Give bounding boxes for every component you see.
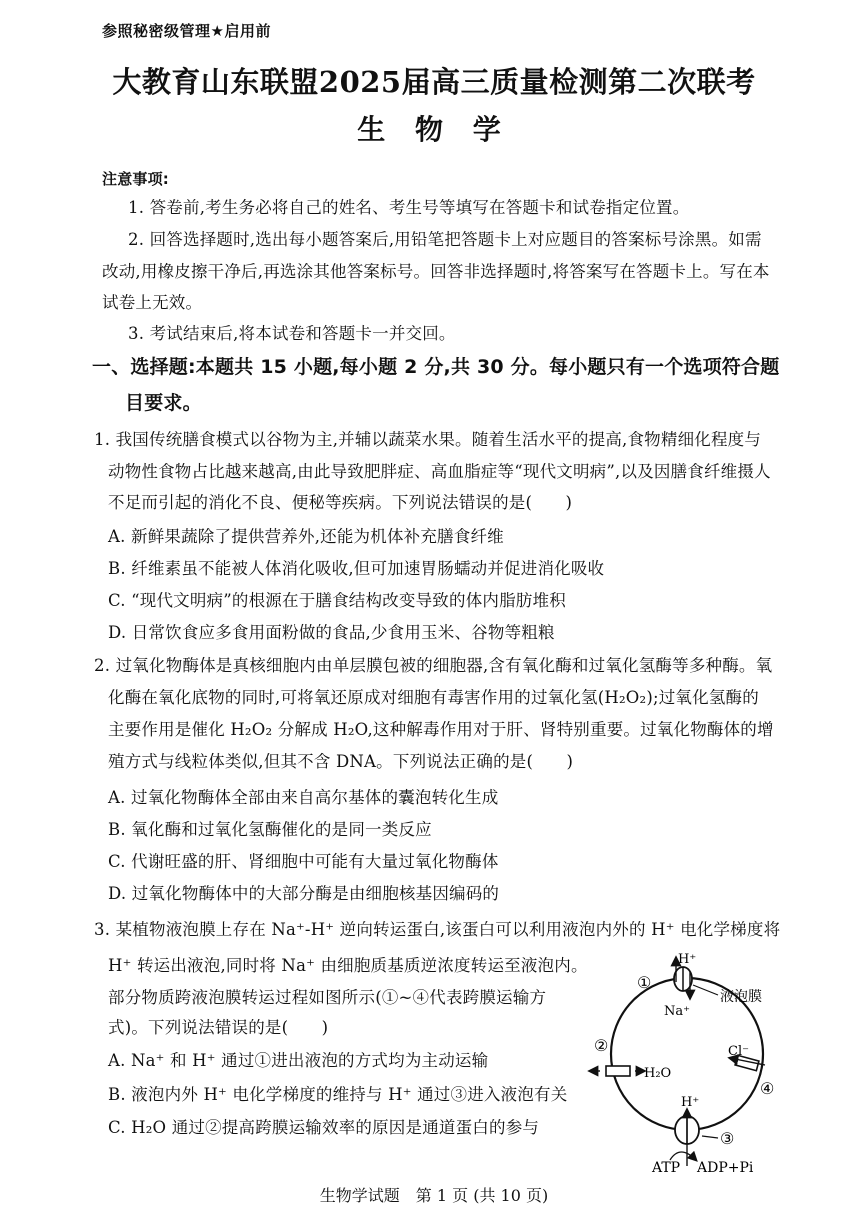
notes-heading: 注意事项: bbox=[102, 170, 169, 188]
question-2-option-a: A. 过氧化物酶体全部由来自高尔基体的囊泡转化生成 bbox=[108, 788, 499, 807]
h-top-label: H⁺ bbox=[678, 952, 697, 967]
atp-label: ATP bbox=[652, 1160, 681, 1176]
question-3-stem: 部分物质跨液泡膜转运过程如图所示(①~④代表跨膜运输方 bbox=[108, 988, 547, 1007]
question-2-stem: 殖方式与线粒体类似,但其不含 DNA。下列说法正确的是( ) bbox=[108, 752, 574, 771]
question-3-option-c: C. H₂O 通过②提高跨膜运输效率的原因是通道蛋白的参与 bbox=[108, 1118, 540, 1137]
note-line: 试卷上无效。 bbox=[102, 293, 203, 312]
na-label: Na⁺ bbox=[664, 1004, 690, 1019]
transporter-2-icon bbox=[590, 1066, 644, 1076]
label-1: ① bbox=[637, 973, 652, 992]
question-2-option-c: C. 代谢旺盛的肝、肾细胞中可能有大量过氧化物酶体 bbox=[108, 852, 499, 871]
page-footer: 生物学试题 第 1 页 (共 10 页) bbox=[319, 1186, 549, 1205]
question-3-stem: H⁺ 转运出液泡,同时将 Na⁺ 由细胞质基质逆浓度转运至液泡内。 bbox=[108, 956, 588, 975]
question-3-option-a: A. Na⁺ 和 H⁺ 通过①进出液泡的方式均为主动运输 bbox=[108, 1051, 489, 1070]
note-line: 1. 答卷前,考生务必将自己的姓名、考生号等填写在答题卡和试卷指定位置。 bbox=[128, 198, 690, 217]
section-heading: 一、选择题:本题共 15 小题,每小题 2 分,共 30 分。每小题只有一个选项符合题 bbox=[92, 356, 780, 378]
question-1-stem: 不足而引起的消化不良、便秘等疾病。下列说法错误的是( ) bbox=[108, 493, 573, 512]
question-1-stem: 1. 我国传统膳食模式以谷物为主,并辅以蔬菜水果。随着生活水平的提高,食物精细化程度与 bbox=[94, 430, 762, 449]
question-1-option-a: A. 新鲜果蔬除了提供营养外,还能为机体补充膳食纤维 bbox=[108, 527, 504, 546]
subject-title: 生 物 学 bbox=[357, 113, 511, 146]
vacuole-transport-figure bbox=[580, 948, 790, 1178]
question-1-option-d: D. 日常饮食应多食用面粉做的食品,少食用玉米、谷物等粗粮 bbox=[108, 623, 555, 642]
confidential-label: 参照秘密级管理★启用前 bbox=[102, 22, 271, 40]
adp-label: ADP+Pi bbox=[697, 1160, 754, 1176]
question-1-stem: 动物性食物占比越来越高,由此导致肥胖症、高血脂症等“现代文明病”,以及因膳食纤维摄人 bbox=[108, 462, 771, 481]
question-2-stem: 化酶在氧化底物的同时,可将氧还原成对细胞有毒害作用的过氧化氢(H₂O₂);过氧化氢酶的 bbox=[108, 688, 759, 707]
question-1-option-b: B. 纤维素虽不能被人体消化吸收,但可加速胃肠蠕动并促进消化吸收 bbox=[108, 559, 605, 578]
h-bottom-label: H⁺ bbox=[681, 1095, 700, 1110]
question-2-stem: 主要作用是催化 H₂O₂ 分解成 H₂O,这种解毒作用对于肝、肾特别重要。过氧化物酶体的增 bbox=[108, 720, 774, 739]
question-3-stem: 式)。下列说法错误的是( ) bbox=[108, 1018, 329, 1037]
h2o-label: H₂O bbox=[644, 1066, 672, 1081]
note-line: 3. 考试结束后,将本试卷和答题卡一并交回。 bbox=[128, 324, 456, 343]
note-line: 改动,用橡皮擦干净后,再选涂其他答案标号。回答非选择题时,将答案写在答题卡上。写在本 bbox=[102, 262, 770, 281]
cl-label: Cl⁻ bbox=[728, 1044, 749, 1059]
question-1-option-c: C. “现代文明病”的根源在于膳食结构改变导致的体内脂肪堆积 bbox=[108, 591, 566, 610]
question-2-stem: 2. 过氧化物酶体是真核细胞内由单层膜包被的细胞器,含有氧化酶和过氧化氢酶等多种酶。氧 bbox=[94, 656, 773, 675]
atp-pump-icon bbox=[670, 1110, 699, 1166]
exam-title: 大教育山东联盟2025届高三质量检测第二次联考 bbox=[112, 65, 756, 99]
membrane-label: 液泡膜 bbox=[720, 989, 762, 1005]
question-3-stem: 3. 某植物液泡膜上存在 Na⁺-H⁺ 逆向转运蛋白,该蛋白可以利用液泡内外的 H⁺ 电化学梯度将 bbox=[94, 920, 781, 939]
label-2: ② bbox=[594, 1036, 609, 1055]
note-line: 2. 回答选择题时,选出每小题答案后,用铅笔把答题卡上对应题目的答案标号涂黑。如需 bbox=[128, 230, 762, 249]
question-2-option-b: B. 氧化酶和过氧化氢酶催化的是同一类反应 bbox=[108, 820, 432, 839]
label-4: ④ bbox=[760, 1079, 775, 1098]
label-3: ③ bbox=[720, 1129, 735, 1148]
section-heading-cont: 目要求。 bbox=[125, 392, 202, 414]
question-3-option-b: B. 液泡内外 H⁺ 电化学梯度的维持与 H⁺ 通过③进入液泡有关 bbox=[108, 1085, 568, 1104]
question-2-option-d: D. 过氧化物酶体中的大部分酶是由细胞核基因编码的 bbox=[108, 884, 500, 903]
